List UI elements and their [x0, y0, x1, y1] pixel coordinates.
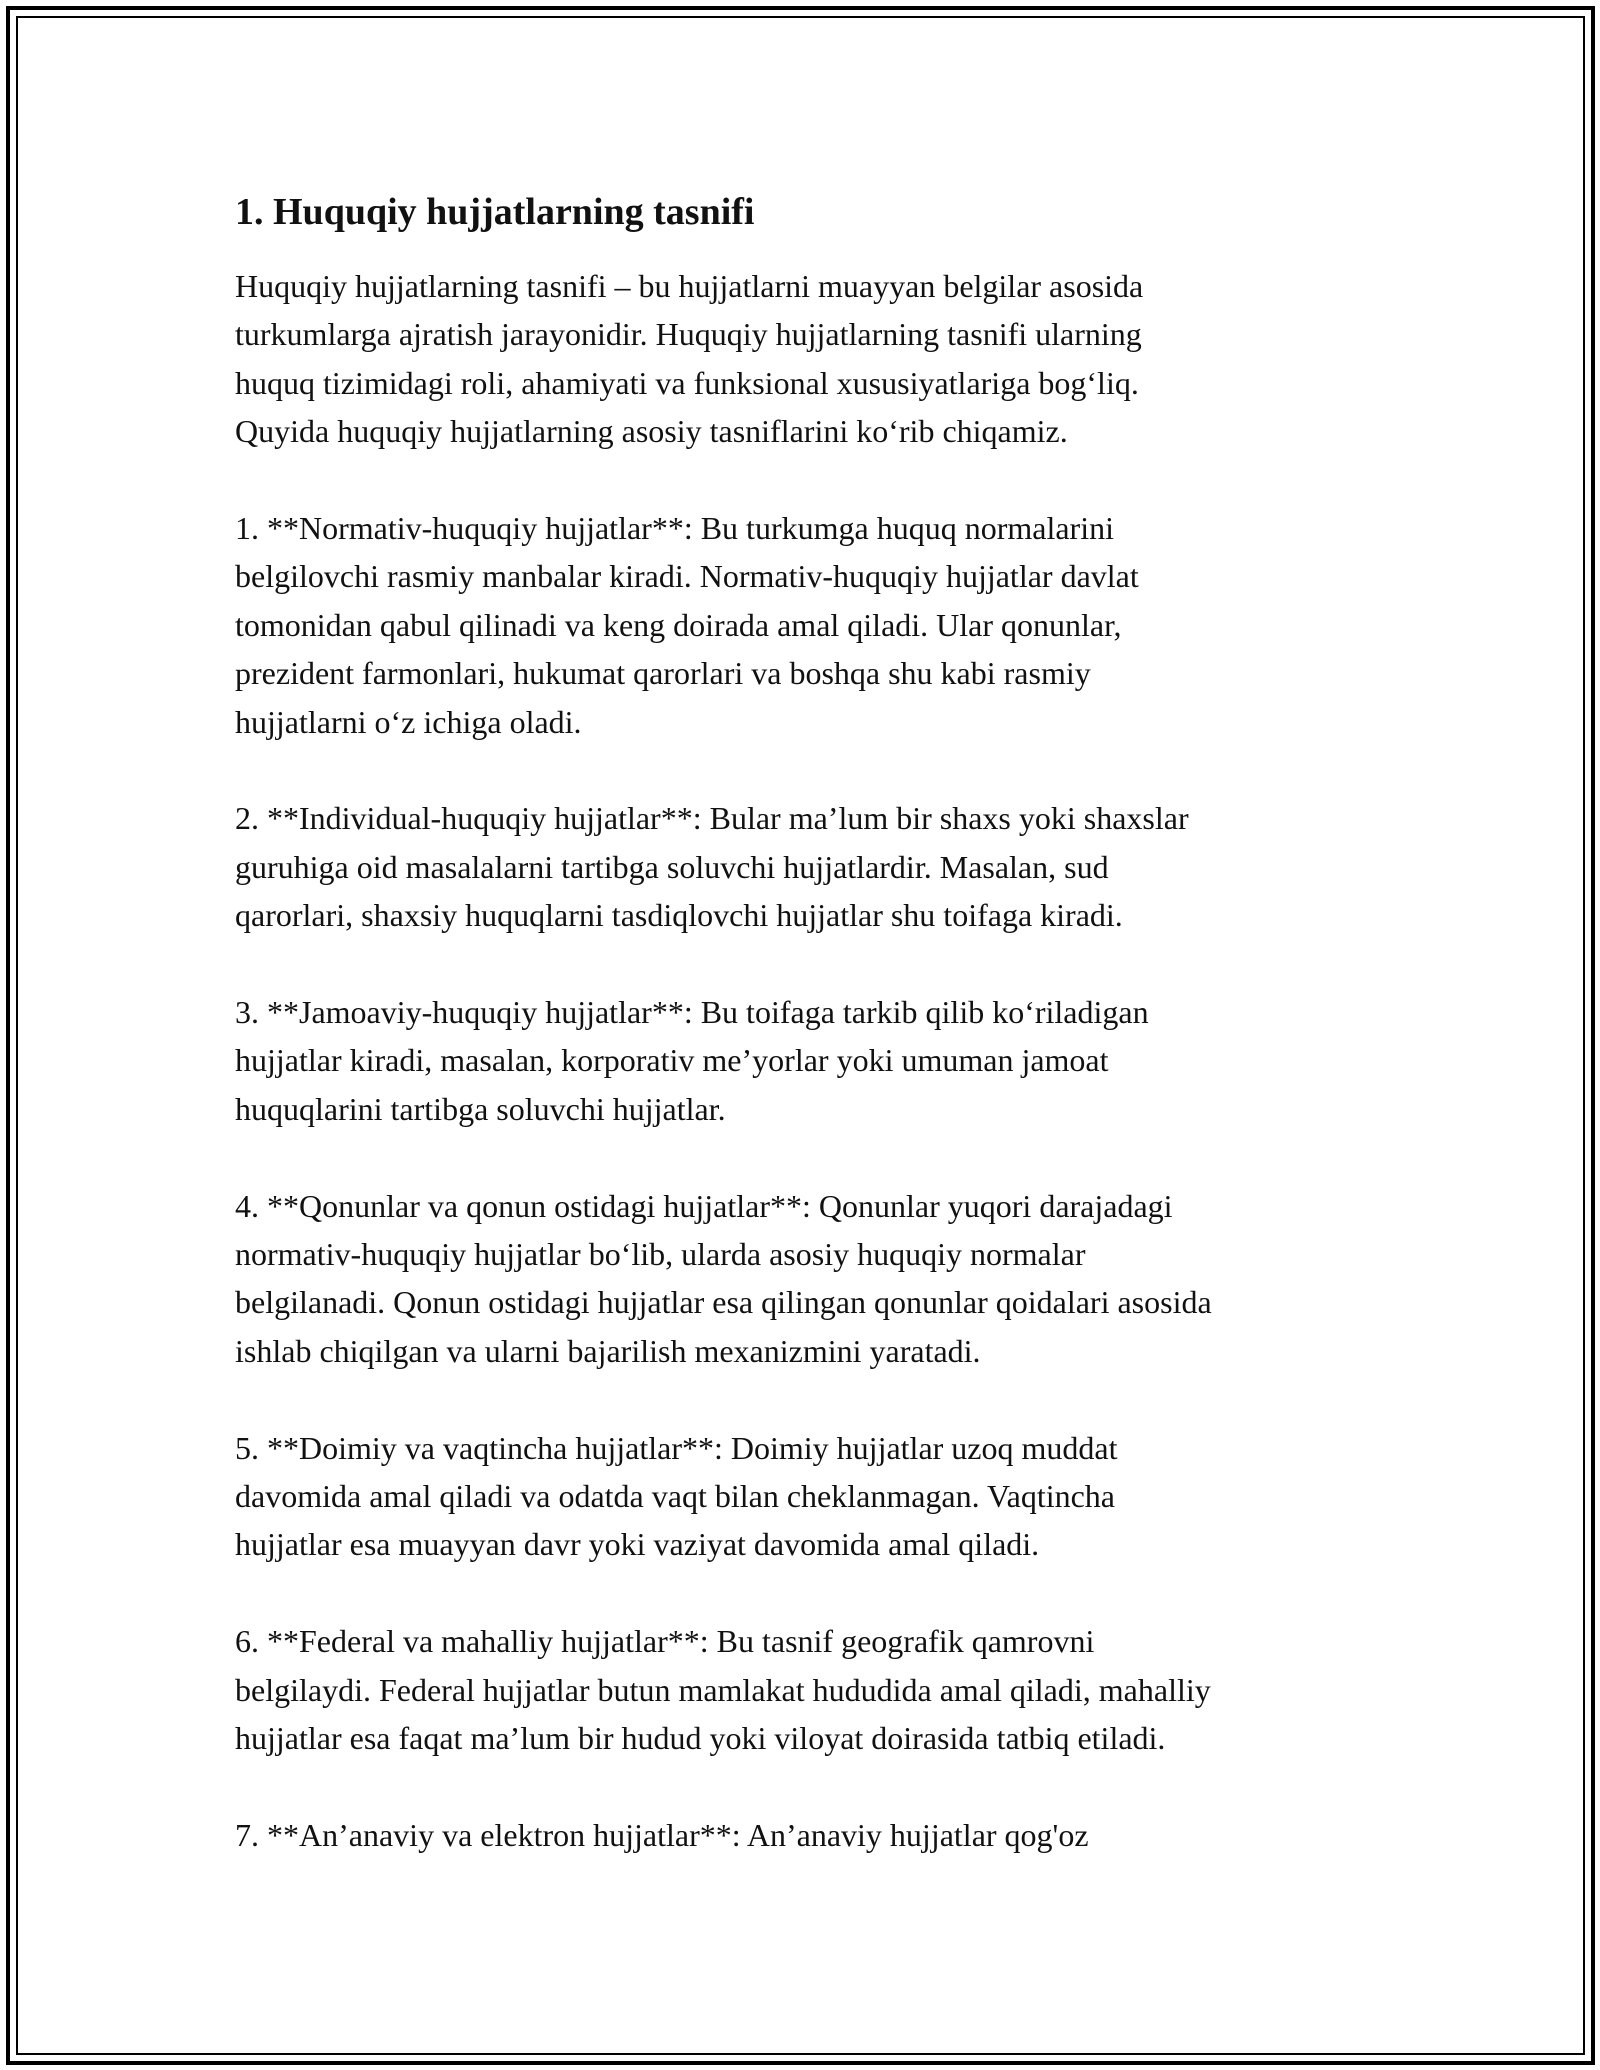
text-line: huquqlarini tartibga soluvchi hujjatlar. [235, 1090, 726, 1127]
text-line: 6. **Federal va mahalliy hujjatlar**: Bu tasnif geografik qamrovni [235, 1623, 1095, 1660]
text-line: davomida amal qiladi va odatda vaqt bilan cheklanmagan. Vaqtincha [235, 1478, 1115, 1515]
text-line: huquq tizimidagi roli, ahamiyati va funksional xususiyatlariga bog‘liq. [235, 364, 1139, 401]
text-line: ishlab chiqilgan va ularni bajarilish mexanizmini yaratadi. [235, 1332, 981, 1369]
text-line: 2. **Individual-huquqiy hujjatlar**: Bular ma’lum bir shaxs yoki shaxslar [235, 800, 1189, 837]
text-line: 5. **Doimiy va vaqtincha hujjatlar**: Doimiy hujjatlar uzoq muddat [235, 1429, 1118, 1466]
list-item-paragraph [235, 1424, 1385, 1569]
text-line: Quyida huquqiy hujjatlarning asosiy tasniflarini ko‘rib chiqamiz. [235, 413, 1068, 450]
document-body [235, 188, 1385, 1908]
text-line: hujjatlar esa muayyan davr yoki vaziyat davomida amal qiladi. [235, 1526, 1040, 1563]
list-item-paragraph [235, 1811, 1385, 1859]
text-line: 3. **Jamoaviy-huquqiy hujjatlar**: Bu toifaga tarkib qilib ko‘riladigan [235, 994, 1149, 1031]
text-line: hujjatlar kiradi, masalan, korporativ me’yorlar yoki umuman jamoat [235, 1042, 1109, 1079]
text-line: 1. **Normativ-huquqiy hujjatlar**: Bu turkumga huquq normalarini [235, 510, 1114, 547]
intro-paragraph [235, 262, 1385, 456]
text-line: guruhiga oid masalalarni tartibga soluvchi hujjatlardir. Masalan, sud [235, 848, 1109, 885]
text-line: turkumlarga ajratish jarayonidir. Huquqiy hujjatlarning tasnifi ularning [235, 316, 1142, 353]
paragraph-list [235, 262, 1385, 1859]
list-item-paragraph [235, 794, 1385, 939]
text-line: belgilaydi. Federal hujjatlar butun mamlakat hududida amal qiladi, mahalliy [235, 1671, 1211, 1708]
text-line: 4. **Qonunlar va qonun ostidagi hujjatlar**: Qonunlar yuqori darajadagi [235, 1187, 1173, 1224]
text-line: 7. **An’anaviy va elektron hujjatlar**: An’anaviy hujjatlar qog'oz [235, 1816, 1089, 1853]
text-line: belgilovchi rasmiy manbalar kiradi. Normativ-huquqiy hujjatlar davlat [235, 558, 1139, 595]
document-title: 1. Huquqiy hujjatlarning tasnifi [235, 191, 755, 233]
text-line: belgilanadi. Qonun ostidagi hujjatlar esa qilingan qonunlar qoidalari asosida [235, 1284, 1212, 1321]
text-line: qarorlari, shaxsiy huquqlarni tasdiqlovchi hujjatlar shu toifaga kiradi. [235, 897, 1123, 934]
list-item-paragraph [235, 988, 1385, 1133]
list-item-paragraph [235, 1617, 1385, 1762]
text-line: hujjatlar esa faqat ma’lum bir hudud yoki viloyat doirasida tatbiq etiladi. [235, 1720, 1166, 1757]
text-line: Huquqiy hujjatlarning tasnifi – bu hujjatlarni muayyan belgilar asosida [235, 268, 1144, 304]
list-item-paragraph [235, 1182, 1385, 1376]
text-line: prezident farmonlari, hukumat qarorlari va boshqa shu kabi rasmiy [235, 655, 1091, 692]
text-line: normativ-huquqiy hujjatlar bo‘lib, ularda asosiy huquqiy normalar [235, 1236, 1086, 1273]
text-line: hujjatlarni o‘z ichiga oladi. [235, 703, 582, 740]
list-item-paragraph [235, 504, 1385, 746]
text-line: tomonidan qabul qilinadi va keng doirada amal qiladi. Ular qonunlar, [235, 606, 1122, 643]
